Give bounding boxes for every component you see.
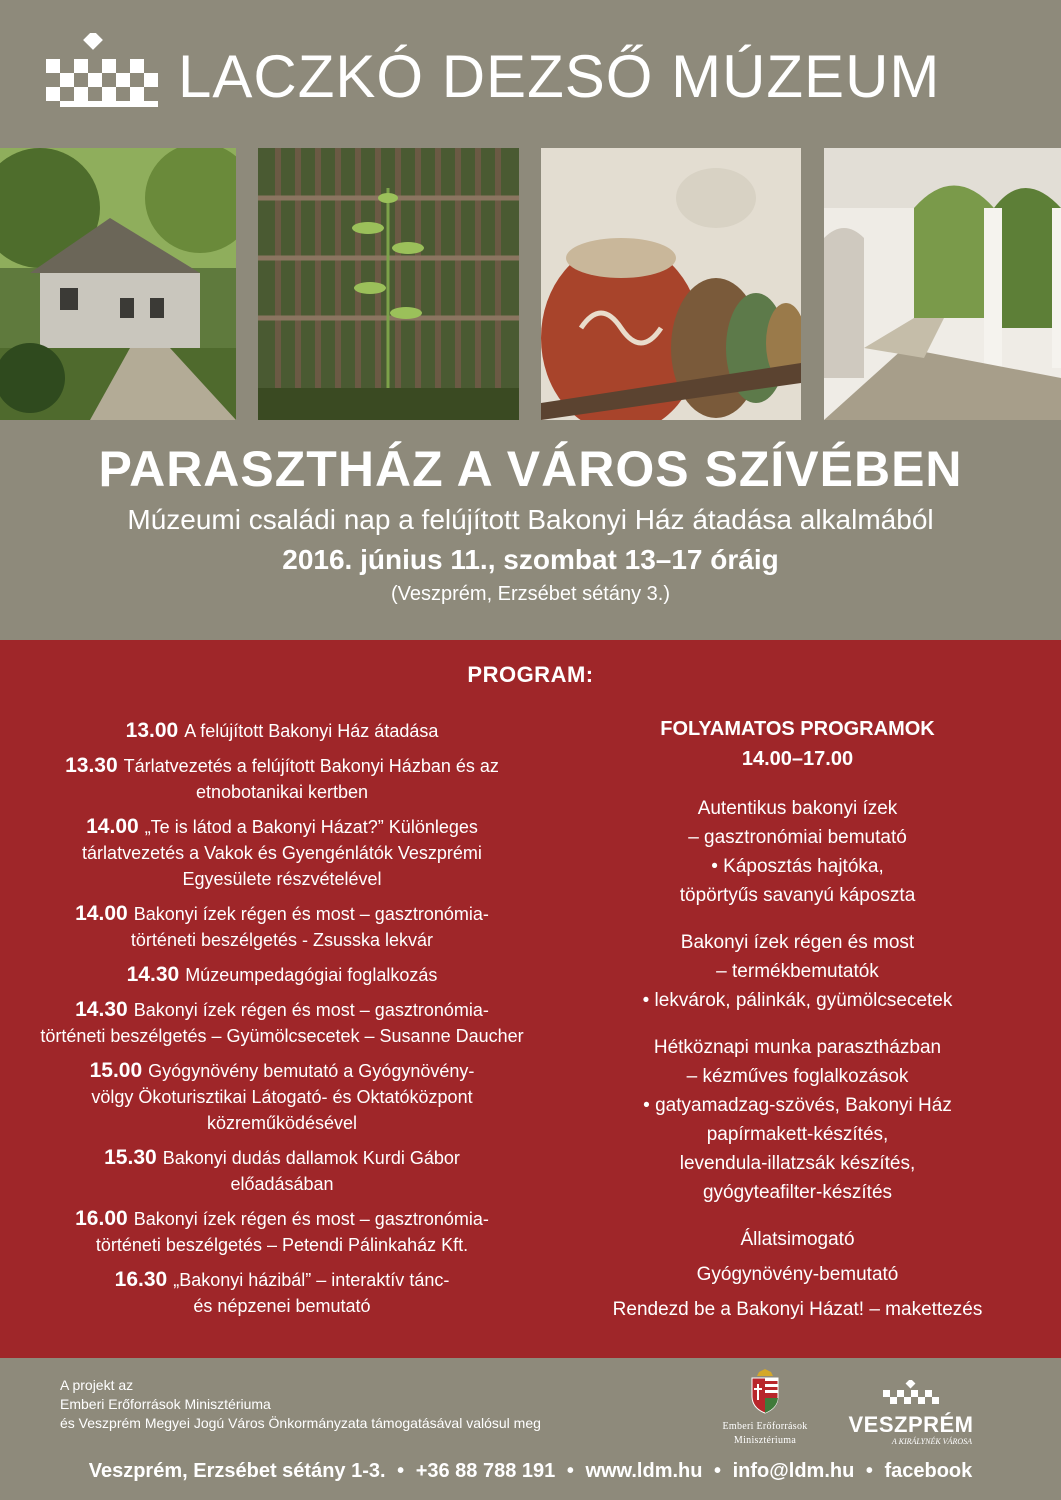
continuous-line: levendula-illatzsák készítés, (679, 1153, 916, 1174)
schedule-item (22, 901, 542, 953)
schedule-time: 13.30 (65, 754, 118, 777)
program-section (0, 640, 1061, 1358)
schedule-item (22, 753, 542, 805)
schedule-text: Bakonyi ízek régen és most – gasztronómia- (133, 1000, 489, 1020)
schedule-text: Múzeumpedagógiai foglalkozás (185, 965, 438, 985)
photo-jugs (541, 148, 801, 420)
schedule-text: történeti beszélgetés – Petendi Pálinkaház Kft. (95, 1235, 469, 1255)
schedule-text: Egyesülete részvételével (182, 869, 382, 889)
continuous-line: – kézműves foglalkozások (686, 1066, 909, 1087)
schedule-item (22, 1058, 542, 1136)
photo-porch (824, 148, 1061, 420)
schedule-line (22, 814, 542, 840)
header (0, 0, 1061, 148)
schedule-text: előadásában (230, 1174, 334, 1194)
schedule-text: Bakonyi dudás dallamok Kurdi Gábor (162, 1148, 460, 1168)
event-date: 2016. június 11., szombat 13–17 óráig (282, 544, 779, 575)
schedule-text: Gyógynövény bemutató a Gyógynövény- (148, 1061, 475, 1081)
schedule-time: 15.00 (89, 1059, 143, 1082)
continuous-line: • lekvárok, pálinkák, gyümölcsecetek (642, 990, 953, 1011)
event-address: (Veszprém, Erzsébet sétány 3.) (390, 583, 670, 605)
schedule-line (22, 1110, 542, 1136)
schedule-line (22, 997, 542, 1023)
program-heading: PROGRAM: (467, 662, 594, 687)
schedule-text: Tárlatvezetés a felújított Bakonyi Házban és az (123, 756, 499, 776)
schedule-item (22, 997, 542, 1049)
schedule-line (22, 840, 542, 866)
schedule-time: 13.00 (125, 719, 179, 742)
continuous-line: Autentikus bakonyi ízek (697, 798, 898, 819)
continuous-singles (560, 1225, 1035, 1324)
schedule-time: 15.30 (104, 1146, 157, 1169)
continuous-line: gyógyteafilter-készítés (702, 1182, 893, 1203)
schedule-item (22, 1267, 542, 1319)
schedule-line (22, 718, 542, 744)
schedule-line (22, 866, 542, 892)
schedule-line (22, 927, 542, 953)
continuous-line: – termékbemutatók (716, 961, 879, 982)
schedule-line (22, 779, 542, 805)
continuous-line: • gatyamadzag-szövés, Bakonyi Ház (643, 1095, 952, 1116)
schedule-text: történeti beszélgetés – Gyümölcsecetek – Susanne Daucher (40, 1026, 524, 1046)
city-tagline: A KIRÁLYNÉK VÁROSA (891, 1437, 972, 1446)
ministry-label-1: Emberi Erőforrások (722, 1421, 808, 1432)
support-note (60, 1376, 541, 1433)
schedule-text: és népzenei bemutató (193, 1296, 371, 1316)
schedule-time: 16.00 (75, 1207, 128, 1230)
event-titles (0, 438, 1061, 608)
checkered-crown-icon (876, 1380, 946, 1408)
hungarian-coat-of-arms-icon (748, 1368, 782, 1414)
schedule-line (22, 1023, 542, 1049)
footer (0, 1358, 1061, 1500)
schedule-item (22, 1145, 542, 1197)
continuous-blocks (560, 794, 1035, 1207)
schedule-item (22, 814, 542, 892)
contact-website[interactable]: www.ldm.hu (585, 1460, 703, 1482)
continuous-programs (560, 714, 1035, 1330)
schedule-time: 16.30 (114, 1268, 168, 1291)
checkered-crown-icon (40, 33, 160, 109)
schedule-time: 14.30 (126, 963, 180, 986)
schedule-line (22, 1084, 542, 1110)
contact-phone[interactable]: +36 88 788 191 (415, 1460, 556, 1482)
support-line: Emberi Erőforrások Minisztériuma (60, 1396, 271, 1412)
separator: • (714, 1460, 722, 1482)
schedule-text: Bakonyi ízek régen és most – gasztronómia- (133, 1209, 489, 1229)
schedule-text: „Te is látod a Bakonyi Házat?” Különleges (144, 817, 478, 837)
schedule-line (22, 1232, 542, 1258)
schedule-list (22, 718, 542, 1328)
schedule-item (22, 962, 542, 988)
schedule-line (22, 1058, 542, 1084)
schedule-text: „Bakonyi házibál” – interaktív tánc- (173, 1270, 450, 1290)
continuous-single: Rendezd be a Bakonyi Házat! – makettezés (612, 1299, 983, 1320)
event-title: PARASZTHÁZ A VÁROS SZÍVÉBEN (98, 441, 963, 497)
schedule-line (22, 1171, 542, 1197)
schedule-item (22, 1206, 542, 1258)
photo-strip (0, 148, 1061, 420)
schedule-line (22, 901, 542, 927)
continuous-line: Bakonyi ízek régen és most (680, 932, 915, 953)
continuous-single: Gyógynövény-bemutató (696, 1264, 899, 1285)
schedule-text: Bakonyi ízek régen és most – gasztronómia- (133, 904, 489, 924)
continuous-block (560, 1033, 1035, 1207)
contact-email[interactable]: info@ldm.hu (732, 1460, 855, 1482)
schedule-text: A felújított Bakonyi Ház átadása (184, 721, 439, 741)
continuous-single: Állatsimogató (740, 1229, 855, 1250)
schedule-text: völgy Ökoturisztikai Látogató- és Oktatóközpont (91, 1087, 473, 1107)
continuous-line: Hétköznapi munka parasztházban (653, 1037, 942, 1058)
schedule-item (22, 718, 542, 744)
continuous-hours: 14.00–17.00 (741, 748, 854, 770)
schedule-text: tárlatvezetés a Vakok és Gyengénlátók Veszprémi (82, 843, 482, 863)
continuous-block (560, 794, 1035, 910)
schedule-time: 14.00 (75, 902, 128, 925)
separator: • (865, 1460, 873, 1482)
schedule-line (22, 1293, 542, 1319)
continuous-line: – gasztronómiai bemutató (688, 827, 907, 848)
continuous-line: • Káposztás hajtóka, (711, 856, 884, 877)
contact-facebook[interactable]: facebook (884, 1460, 973, 1482)
separator: • (397, 1460, 405, 1482)
schedule-line (22, 962, 542, 988)
ministry-logo (700, 1368, 830, 1447)
continuous-title: FOLYAMATOS PROGRAMOK (660, 718, 935, 740)
continuous-line: töpörtyűs savanyú káposzta (679, 885, 916, 906)
schedule-text: etnobotanikai kertben (195, 782, 369, 802)
schedule-time: 14.00 (86, 815, 139, 838)
support-line: A projekt az (60, 1377, 134, 1393)
photo-fence (258, 148, 519, 420)
separator: • (566, 1460, 574, 1482)
schedule-line (22, 753, 542, 779)
schedule-time: 14.30 (75, 998, 128, 1021)
schedule-line (22, 1267, 542, 1293)
contact-address: Veszprém, Erzsébet sétány 1-3. (88, 1460, 386, 1482)
event-subtitle: Múzeumi családi nap a felújított Bakonyi Ház átadása alkalmából (127, 504, 934, 535)
schedule-line (22, 1206, 542, 1232)
continuous-line: papírmakett-készítés, (706, 1124, 889, 1145)
continuous-block (560, 928, 1035, 1015)
schedule-text: közreműködésével (206, 1113, 358, 1133)
photo-house (0, 148, 236, 420)
city-name: VESZPRÉM (848, 1412, 974, 1437)
contact-line (0, 1460, 1061, 1483)
schedule-line (22, 1145, 542, 1171)
museum-name: LACZKÓ DEZSŐ MÚZEUM (178, 43, 941, 110)
schedule-text: történeti beszélgetés - Zsusska lekvár (130, 930, 434, 950)
veszprem-logo (846, 1380, 976, 1446)
support-line: és Veszprém Megyei Jogú Város Önkormányzata támogatásával valósul meg (60, 1415, 541, 1431)
ministry-label-2: Minisztériuma (733, 1435, 797, 1446)
